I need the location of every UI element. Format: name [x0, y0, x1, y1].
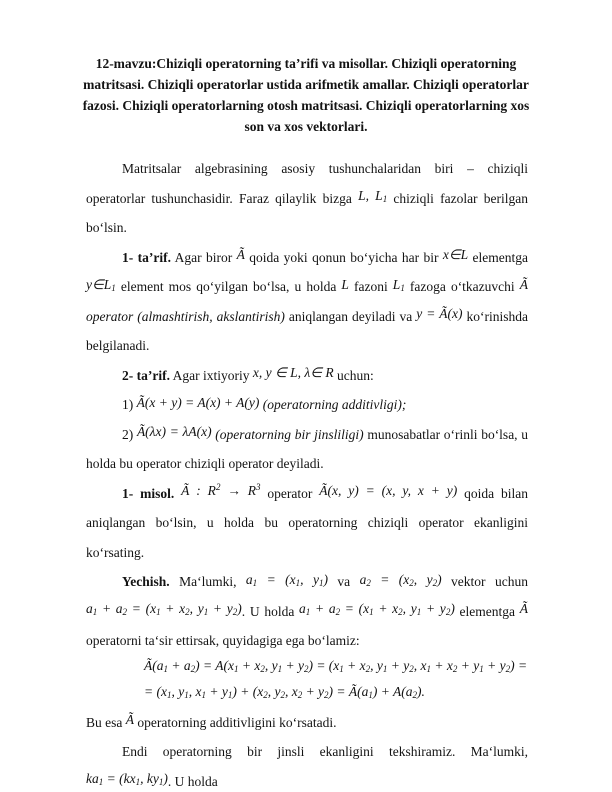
- math-run: $a_1 + a_2 = (x_1 + x_2$, $y_1 + y_2$): [299, 601, 455, 617]
- text-run: (operatorning bir jinsliligi): [211, 426, 364, 442]
- text-run: 2): [122, 426, 137, 442]
- text-run: operatorni ta‘sir ettirsak, quyidagiga ega bo‘lamiz:: [86, 633, 360, 648]
- text-run: vektor uchun: [441, 574, 528, 589]
- paragraph: [86, 390, 528, 420]
- math-run: x, y ∈ L, λ∈ R: [252, 365, 334, 380]
- paragraph: [86, 420, 528, 479]
- text-run: Agar ixtiyoriy: [169, 367, 253, 383]
- math-run: Ã(λx) = λA(x): [136, 424, 212, 439]
- text-run: . U holda: [241, 603, 300, 619]
- math-run: y = Ã(x): [416, 306, 463, 321]
- text-run: elementga: [468, 249, 528, 265]
- text-run: Yechish.: [122, 574, 170, 589]
- math-run: $ka_1 = (kx_1$, $ky_1$): [86, 771, 168, 787]
- text-run: elementga: [454, 603, 520, 619]
- text-run: operator: [260, 485, 320, 501]
- text-run: operatorning additivligini ko‘rsatadi.: [134, 714, 337, 730]
- equation-line: [86, 656, 528, 682]
- math-run: Ã(x + y) = A(x) + A(y): [136, 394, 260, 410]
- text-run: Bu esa: [86, 714, 126, 730]
- text-run: 1): [122, 397, 137, 412]
- math-run: $L_1$: [392, 276, 405, 293]
- text-run: element mos qo‘yilgan bo‘lsa, u holda: [115, 279, 342, 294]
- title-line: 12-mavzu:Chiziqli operatorning ta’rifi va misollar. Chiziqli operatorning: [95, 56, 517, 71]
- math-run: Ã: [519, 276, 528, 292]
- text-run: munosabatlar o‘rinli bo‘lsa, u holda bu operator chiziqli operator deyiladi.: [86, 426, 528, 471]
- text-run: chiziqli fazolar berilgan bo‘lsin.: [86, 190, 528, 235]
- text-run: operator (almashtirish, akslantirish): [86, 308, 285, 324]
- math-run: Ã : $R^2 \to R^3$: [181, 482, 261, 498]
- text-run: ko‘rinishda belgilanadi.: [86, 308, 528, 353]
- math-run: x∈L: [442, 247, 469, 262]
- equation-line: [86, 682, 528, 708]
- text-run: Ma‘lumki,: [169, 574, 246, 589]
- title-line: son va xos vektorlari.: [244, 119, 368, 134]
- math-run: $a_1 + a_2 = (x_1 + x_2$, $y_1 + y_2$): [86, 601, 242, 617]
- math-run: = ($x_1$, $y_1$, $x_1 + y_1) + (x_2$, $y_2$, $x_2 + y_2$) = $Ã(a_1) + A(a_2)$.: [144, 684, 425, 700]
- text-run: 2- ta’rif.: [122, 367, 170, 383]
- text-run: 1- ta’rif.: [122, 249, 171, 265]
- math-run: Ã: [125, 712, 134, 727]
- text-run: aniqlangan deyiladi va: [284, 308, 417, 324]
- paragraph: [86, 361, 528, 391]
- math-run: L, $L_1$: [358, 188, 388, 204]
- math-run: Ã: [236, 247, 245, 262]
- text-run: fazoga o‘tkazuvchi: [404, 279, 520, 294]
- text-run: va: [327, 574, 360, 589]
- document-title: [70, 53, 542, 137]
- math-run: L: [341, 276, 349, 292]
- paragraph: [86, 708, 528, 738]
- math-run: $a_2 = (x_2$, $y_2$): [359, 571, 442, 588]
- math-run: Ã: [519, 601, 528, 616]
- text-run: 1- misol.: [122, 485, 175, 501]
- paragraph: [86, 479, 528, 568]
- text-run: Matritsalar algebrasining asosiy tushunchalaridan biri – chiziqli operatorlar tushunchasidir. Faraz qilaylik bizga: [86, 161, 528, 206]
- text-run: fazoni: [348, 279, 393, 294]
- text-run: uchun:: [333, 367, 374, 383]
- title-line: fazosi. Chiziqli operatorlarning otosh matritsasi. Chiziqli operatorlarning xos: [82, 98, 530, 113]
- paragraph: [86, 154, 528, 243]
- paragraph: [86, 567, 528, 656]
- math-run: $Ã(a_1 + a_2) = A(x_1 + x_2$, $y_1 + y_2) = (x_1 + x_2$, $y_1 + y_2$, $x_1 + x_2 + y_1 + y_2$) =: [144, 658, 528, 674]
- text-run: (operatorning additivligi);: [259, 397, 407, 412]
- text-run: qoida bilan aniqlangan bo‘lsin, u holda bu operatorning chiziqli operator ekanligini ko‘rsating.: [86, 485, 529, 560]
- math-run: $y\in L_1$: [86, 276, 116, 293]
- math-run: Ã(x, y) = (x, y, x + y): [319, 483, 458, 498]
- math-run: $a_1 = (x_1$, $y_1$): [245, 571, 328, 588]
- text-run: Agar biror: [171, 249, 237, 265]
- text-run: qoida yoki qonun bo‘yicha har bir: [244, 249, 443, 265]
- text-run: Endi operatorning bir jinsli ekanligini tekshiramiz. Ma‘lumki,: [122, 744, 528, 759]
- paragraph: [86, 737, 528, 792]
- document-body: [86, 154, 528, 792]
- paragraph: [86, 243, 528, 361]
- title-line: matritsasi. Chiziqli operatorlar ustida arifmetik amallar. Chiziqli operatorlar: [83, 77, 529, 92]
- text-run: . U holda: [167, 773, 218, 789]
